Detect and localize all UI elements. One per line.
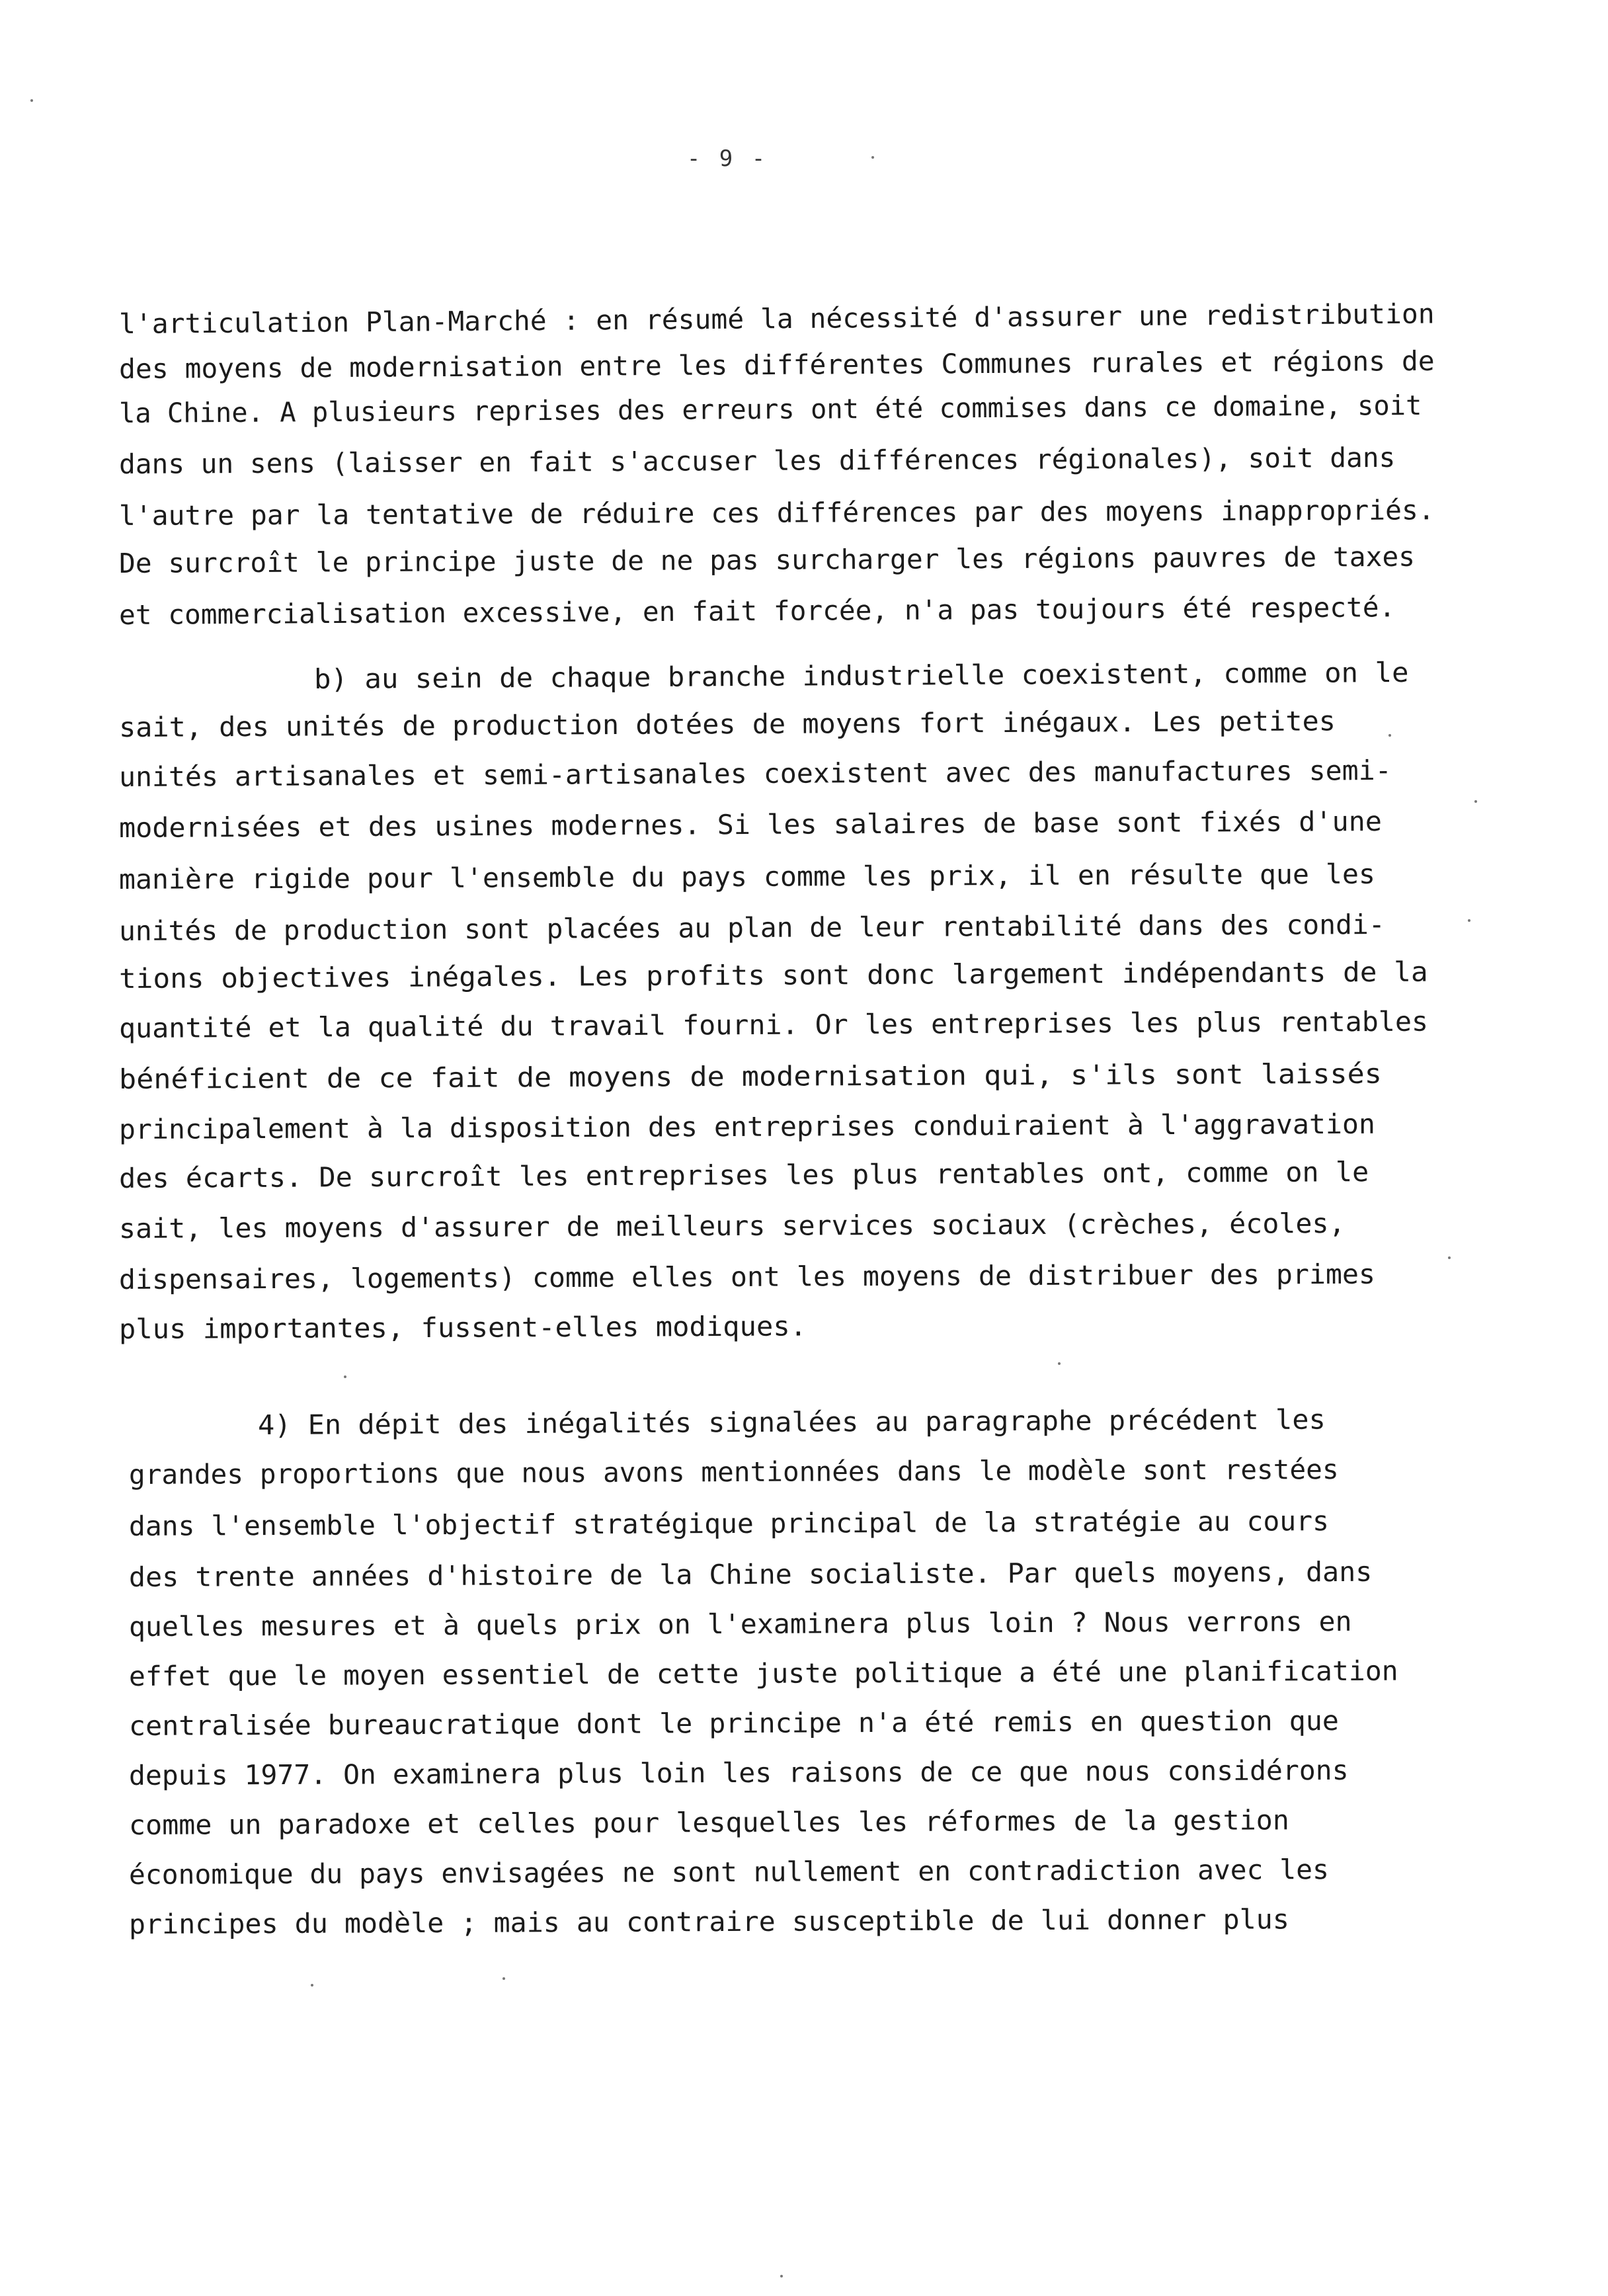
text-line: dans l'ensemble l'objectif stratégique principal de la stratégie au cours bbox=[128, 1505, 1330, 1542]
page-number: - 9 - bbox=[686, 145, 768, 172]
text-line: b) au sein de chaque branche industrielle coexistent, comme on le bbox=[313, 656, 1409, 695]
text-line: unités artisanales et semi-artisanales coexistent avec des manufactures semi- bbox=[118, 754, 1392, 793]
scan-speck bbox=[344, 1375, 346, 1378]
text-line: sait, les moyens d'assurer de meilleurs services sociaux (crèches, écoles, bbox=[118, 1207, 1346, 1245]
text-line: manière rigide pour l'ensemble du pays comme les prix, il en résulte que les bbox=[118, 858, 1376, 895]
text-line: centralisée bureaucratique dont le principe n'a été remis en question que bbox=[128, 1705, 1340, 1742]
scan-speck bbox=[1468, 919, 1470, 922]
text-line: la Chine. A plusieurs reprises des erreurs ont été commises dans ce domaine, soit bbox=[118, 389, 1422, 429]
scan-speck bbox=[780, 2275, 783, 2277]
text-line: principalement à la disposition des entreprises conduiraient à l'aggravation bbox=[118, 1108, 1376, 1145]
text-line: quantité et la qualité du travail fourni. Or les entreprises les plus rentables bbox=[118, 1005, 1429, 1044]
text-line: dans un sens (laisser en fait s'accuser les différences régionales), soit dans bbox=[118, 441, 1396, 480]
text-line: De surcroît le principe juste de ne pas surcharger les régions pauvres de taxes bbox=[118, 540, 1416, 579]
text-line: des trente années d'histoire de la Chine socialiste. Par quels moyens, dans bbox=[128, 1555, 1373, 1593]
scan-speck bbox=[871, 156, 874, 159]
text-line: tions objectives inégales. Les profits sont donc largement indépendants de la bbox=[118, 956, 1428, 995]
text-line: l'articulation Plan-Marché : en résumé la nécessité d'assurer une redistribution bbox=[118, 298, 1435, 340]
text-line: principes du modèle ; mais au contraire susceptible de lui donner plus bbox=[128, 1903, 1289, 1940]
scan-speck bbox=[502, 1977, 505, 1980]
text-line: dispensaires, logements) comme elles ont les moyens de distribuer des primes bbox=[118, 1258, 1376, 1295]
text-line: des moyens de modernisation entre les différentes Communes rurales et régions de bbox=[118, 345, 1435, 385]
scan-speck bbox=[311, 1984, 313, 1987]
text-line: comme un paradoxe et celles pour lesquelles les réformes de la gestion bbox=[128, 1804, 1289, 1841]
text-line: depuis 1977. On examinera plus loin les raisons de ce que nous considérons bbox=[128, 1754, 1349, 1791]
text-line: effet que le moyen essentiel de cette juste politique a été une planification bbox=[128, 1655, 1398, 1692]
scan-speck bbox=[1388, 734, 1391, 737]
scan-speck bbox=[1448, 1256, 1451, 1259]
text-line: et commercialisation excessive, en fait forcée, n'a pas toujours été respecté. bbox=[118, 591, 1396, 631]
text-line: quelles mesures et à quels prix on l'examinera plus loin ? Nous verrons en bbox=[128, 1605, 1352, 1643]
scan-speck bbox=[30, 99, 33, 102]
text-line: bénéficient de ce fait de moyens de modernisation qui, s'ils sont laissés bbox=[118, 1057, 1383, 1095]
text-line: des écarts. De surcroît les entreprises les plus rentables ont, comme on le bbox=[118, 1156, 1369, 1194]
text-line: modernisées et des usines modernes. Si les salaires de base sont fixés d'une bbox=[118, 805, 1383, 844]
text-line: unités de production sont placées au plan de leur rentabilité dans des condi- bbox=[118, 908, 1385, 947]
scan-speck bbox=[1474, 800, 1477, 803]
text-line: économique du pays envisagées ne sont nullement en contradiction avec les bbox=[128, 1854, 1330, 1891]
text-line: 4) En dépit des inégalités signalées au paragraphe précédent les bbox=[257, 1403, 1326, 1441]
text-line: grandes proportions que nous avons mentionnées dans le modèle sont restées bbox=[128, 1454, 1339, 1491]
text-line: sait, des unités de production dotées de moyens fort inégaux. Les petites bbox=[118, 705, 1336, 743]
text-line: plus importantes, fussent-elles modiques. bbox=[118, 1310, 807, 1345]
text-line: l'autre par la tentative de réduire ces différences par des moyens inappropriés. bbox=[118, 494, 1435, 532]
scan-speck bbox=[1058, 1362, 1061, 1365]
